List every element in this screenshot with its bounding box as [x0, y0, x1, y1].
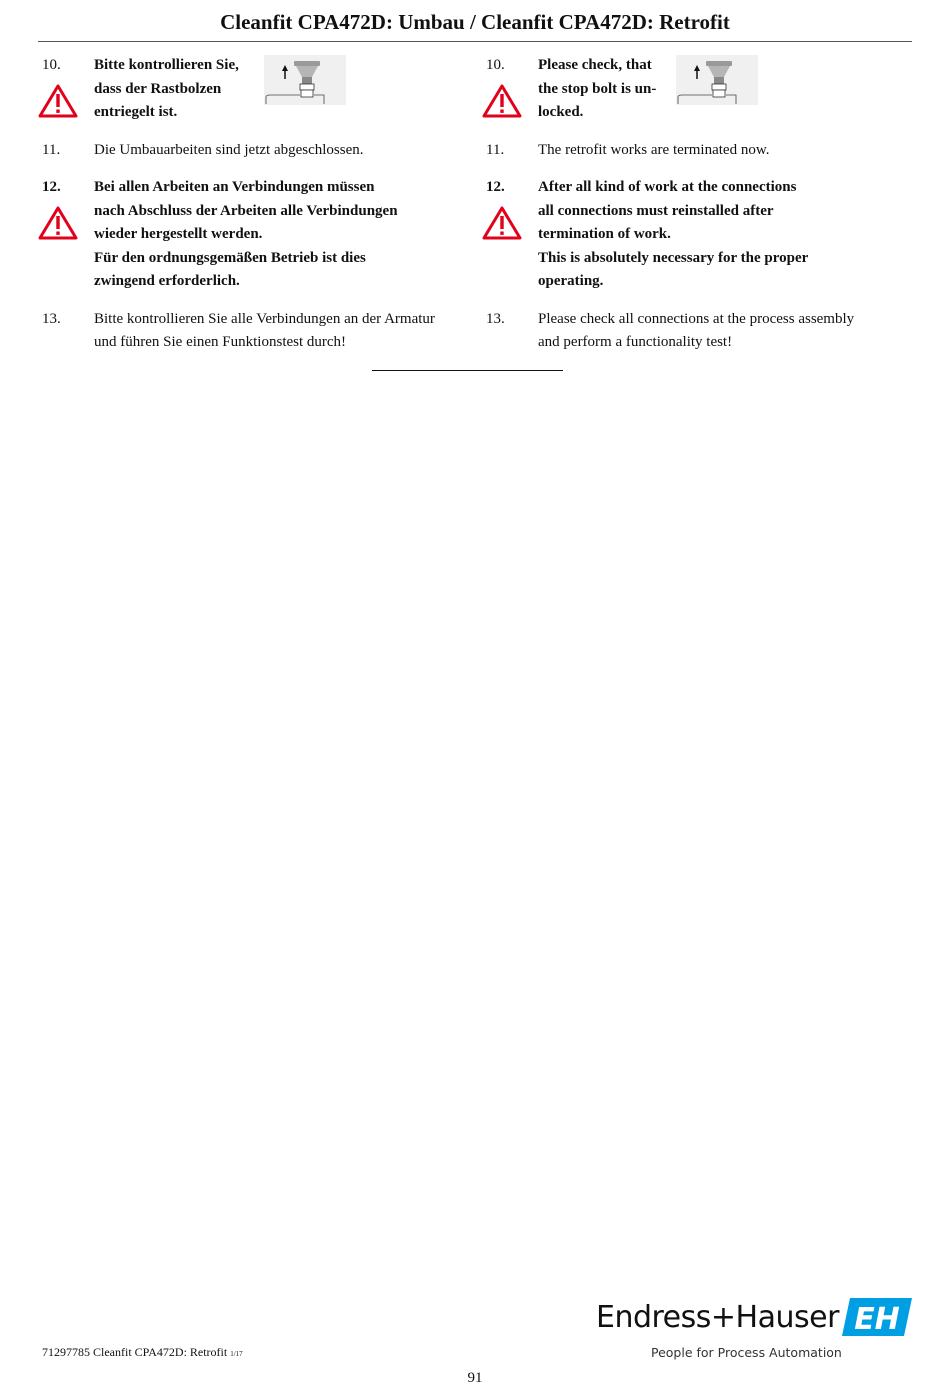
step-11-en	[486, 139, 911, 163]
brand-name: Endress+Hauser	[596, 1300, 839, 1335]
text-line: Bitte kontrollieren Sie,	[94, 57, 239, 73]
stop-bolt-illustration	[676, 55, 758, 105]
step-text	[538, 308, 911, 355]
text-line: After all kind of work at the connections	[538, 179, 797, 195]
text-line: This is absolutely necessary for the proper	[538, 249, 809, 266]
text-line: the stop bolt is un-	[538, 80, 657, 97]
brand-logo	[596, 1298, 916, 1364]
svg-text:EH: EH	[854, 1302, 900, 1336]
step-number: 13.	[42, 310, 61, 327]
section-divider	[372, 370, 563, 371]
stop-bolt-illustration	[264, 55, 346, 105]
text-line: The retrofit works are terminated now.	[538, 141, 770, 158]
text-line: und führen Sie einen Funktionstest durch!	[94, 334, 347, 350]
step-number: 11.	[42, 141, 61, 158]
text-line: wieder hergestellt werden.	[94, 226, 263, 242]
step-text	[94, 139, 467, 163]
english-column	[486, 54, 911, 369]
page-number: 91	[467, 1370, 483, 1386]
text-line: zwingend erforderlich.	[94, 273, 240, 289]
text-line: nach Abschluss der Arbeiten alle Verbindungen	[94, 202, 398, 219]
step-number: 13.	[486, 310, 505, 327]
text-line: and perform a functionality test!	[538, 334, 733, 350]
step-text	[538, 176, 911, 294]
german-column	[42, 54, 467, 369]
step-10-de	[42, 54, 467, 125]
step-text	[94, 308, 467, 355]
step-number: 11.	[486, 141, 505, 158]
step-11-de	[42, 139, 467, 163]
document-reference	[42, 1345, 243, 1360]
text-line: Für den ordnungsgemäßen Betrieb ist dies	[94, 249, 366, 266]
warning-triangle-icon	[37, 205, 79, 241]
step-12-de	[42, 176, 467, 294]
eh-logo-icon	[842, 1298, 912, 1336]
warning-triangle-icon	[481, 83, 523, 119]
step-number: 12.	[486, 179, 505, 195]
text-line: Please check all connections at the process assembly	[538, 310, 855, 327]
text-line: operating.	[538, 273, 604, 289]
text-line: Please check, that	[538, 57, 652, 73]
text-line: all connections must reinstalled after	[538, 202, 774, 219]
text-line: Die Umbauarbeiten sind jetzt abgeschlossen.	[94, 141, 364, 158]
brand-tagline: People for Process Automation	[651, 1345, 842, 1360]
text-line: dass der Rastbolzen	[94, 80, 222, 97]
step-number: 12.	[42, 179, 61, 195]
step-text	[538, 139, 911, 163]
text-line: Bitte kontrollieren Sie alle Verbindungen an der Armatur	[94, 310, 435, 327]
step-13-de	[42, 308, 467, 355]
step-text	[94, 54, 262, 125]
step-12-en	[486, 176, 911, 294]
page-title: Cleanfit CPA472D: Umbau / Cleanfit CPA472D: Retrofit	[38, 10, 912, 42]
step-number: 10.	[42, 57, 61, 73]
document-id: 71297785 Cleanfit CPA472D: Retrofit	[42, 1345, 228, 1359]
text-line: termination of work.	[538, 226, 671, 242]
step-number: 10.	[486, 57, 505, 73]
step-13-en	[486, 308, 911, 355]
document-version: 1/17	[230, 1350, 243, 1358]
warning-triangle-icon	[37, 83, 79, 119]
text-line: entriegelt ist.	[94, 104, 178, 120]
step-10-en	[486, 54, 911, 125]
step-text	[94, 176, 467, 294]
text-line: Bei allen Arbeiten an Verbindungen müssen	[94, 179, 375, 195]
warning-triangle-icon	[481, 205, 523, 241]
text-line: locked.	[538, 104, 584, 120]
